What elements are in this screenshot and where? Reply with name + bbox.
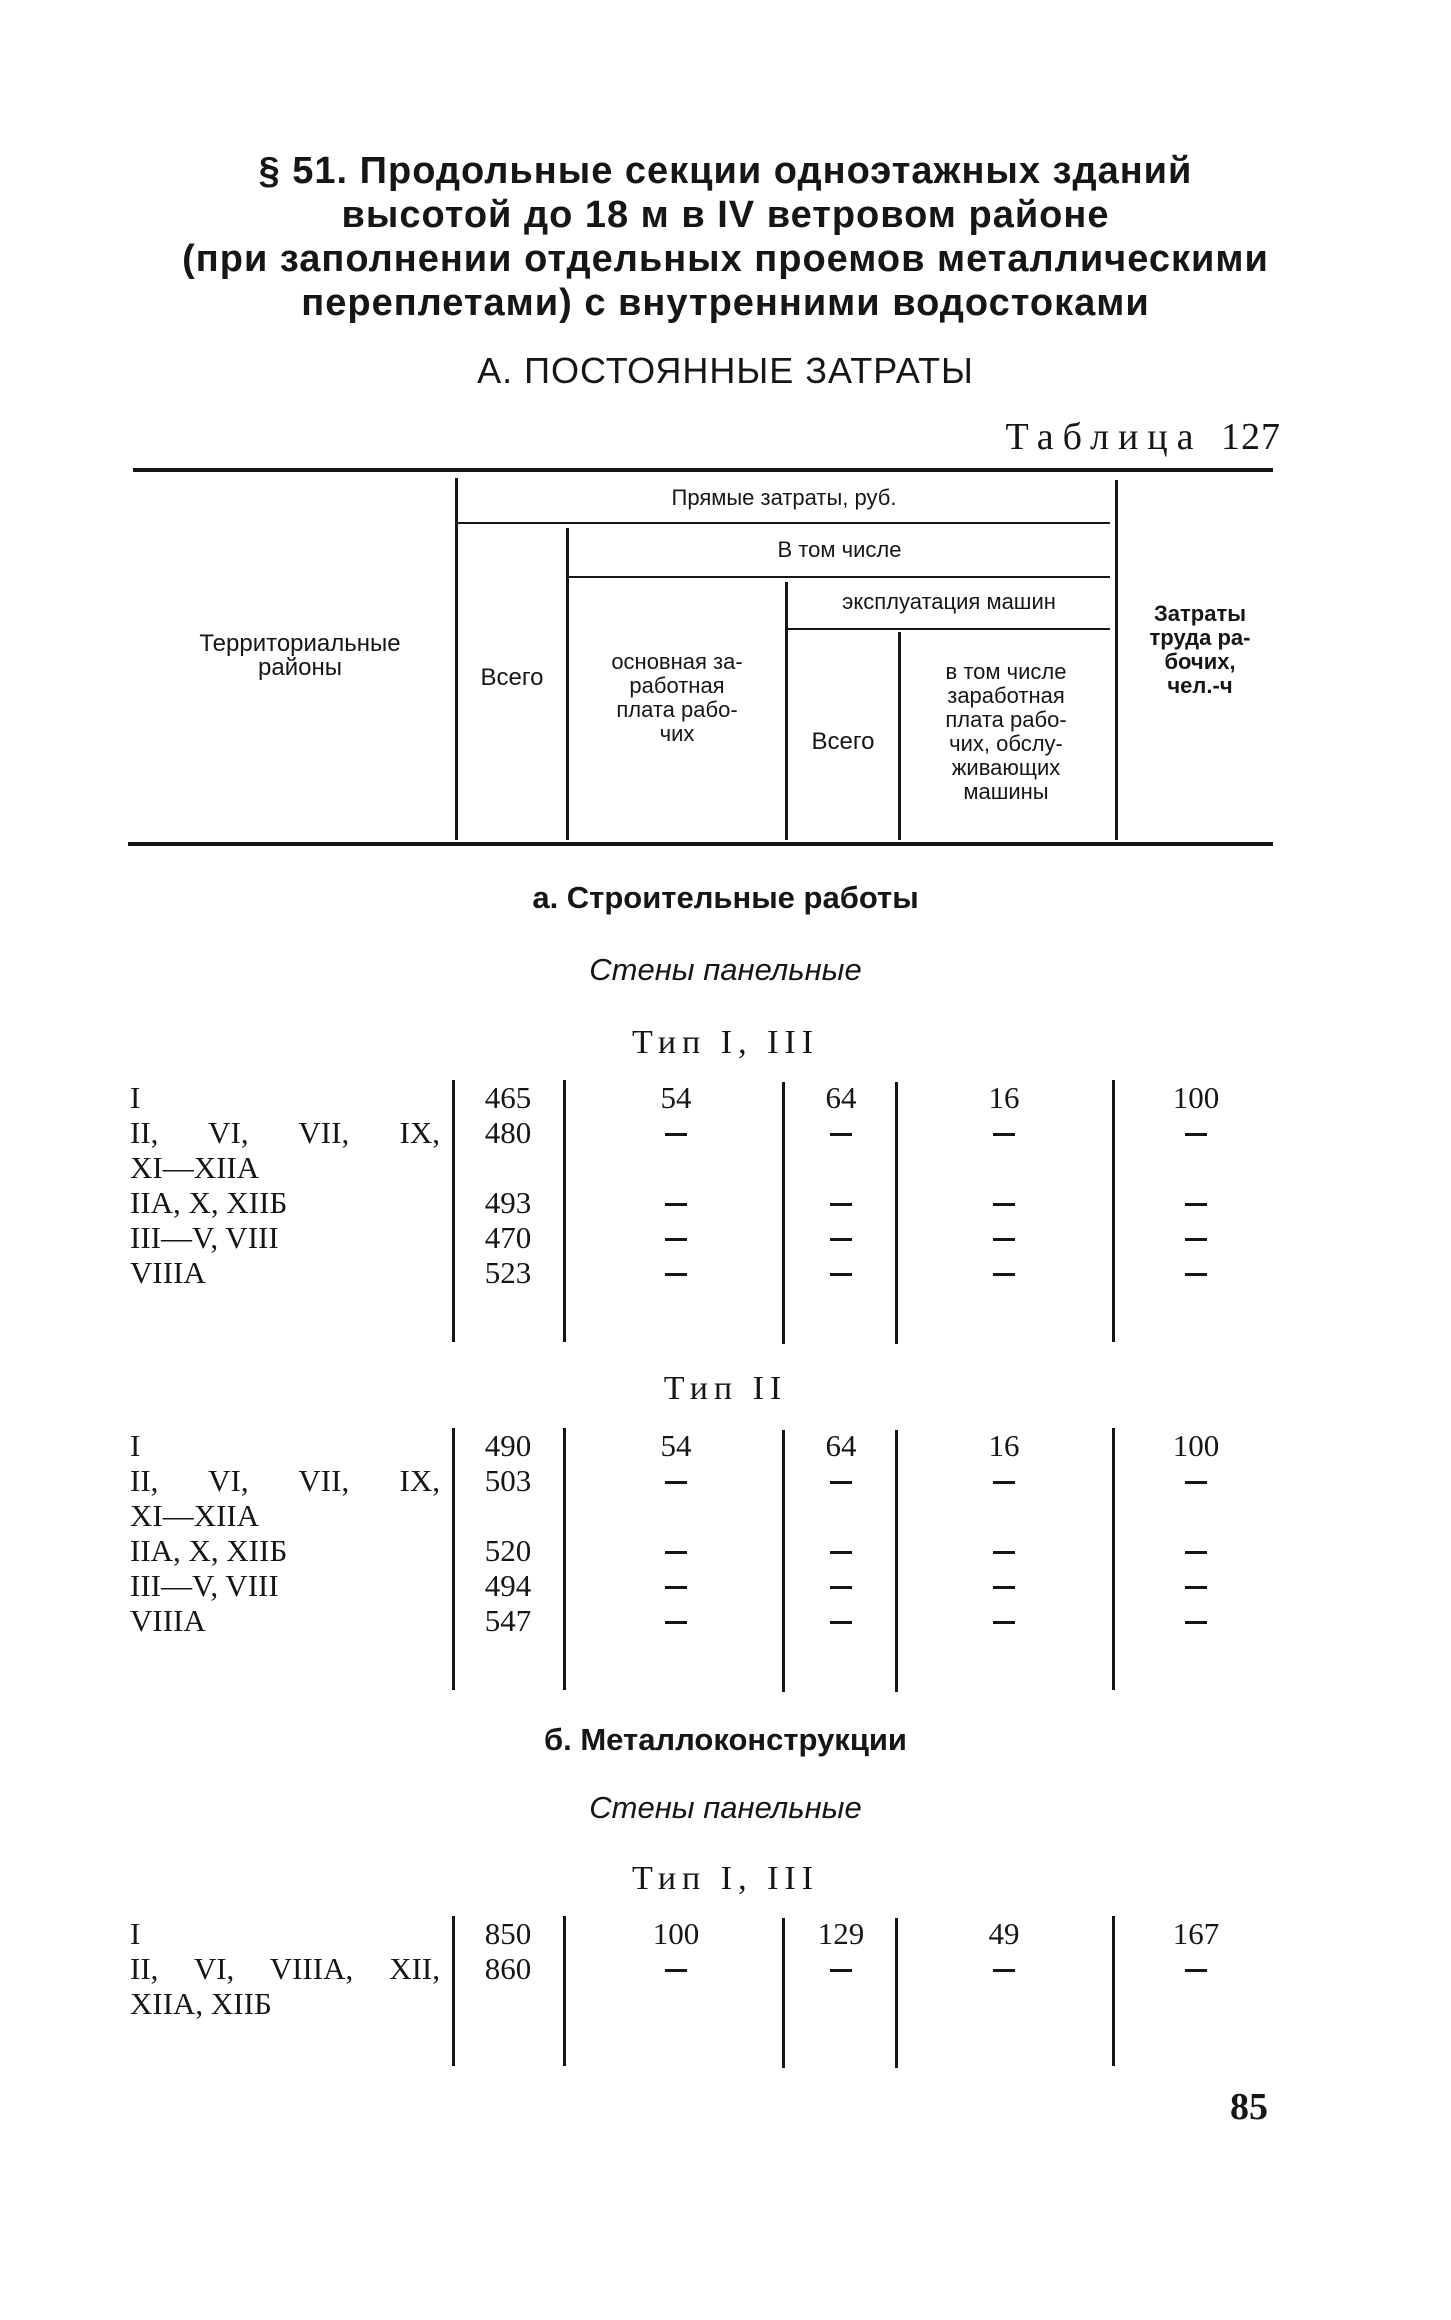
cell-dash — [830, 1133, 852, 1136]
col-machines: эксплуатация машин — [842, 589, 1056, 614]
cell-dash — [1185, 1273, 1207, 1276]
cell-value: 16 — [988, 1428, 1020, 1463]
cell-dash — [993, 1481, 1015, 1484]
cell-dash — [665, 1273, 687, 1276]
col-labor — [1120, 602, 1280, 698]
region-label-line: IIA, X, XIIБ — [130, 1185, 288, 1220]
header-vline-3 — [785, 582, 788, 840]
col-base-wage — [572, 650, 782, 746]
col-machines-wage-line: плата рабо- — [945, 707, 1067, 732]
cell-dash — [993, 1273, 1015, 1276]
col-labor-line: Затраты — [1153, 601, 1247, 626]
region-label-line: III—V, VIII — [130, 1568, 279, 1603]
cell-dash — [665, 1551, 687, 1554]
walls-subtitle-b: Стены панельные — [589, 1790, 862, 1825]
group-vline — [452, 1080, 455, 1342]
col-base-wage-line: работная — [629, 673, 725, 698]
section-title-a: а. Строительные работы — [532, 880, 919, 915]
cell-value: 470 — [484, 1220, 532, 1255]
header-hline-machines — [788, 628, 1110, 630]
col-machines-total: Всего — [811, 728, 875, 755]
col-machines-wage-line: живающих — [951, 755, 1061, 780]
table-number: 127 — [1221, 416, 1281, 458]
cell-value: 49 — [988, 1916, 1020, 1951]
walls-subtitle-a: Стены панельные — [589, 952, 862, 987]
cell-dash — [665, 1133, 687, 1136]
region-label-line: II, VI, VII, IX, — [130, 1463, 440, 1498]
group-vline — [895, 1918, 898, 2068]
cell-dash — [665, 1203, 687, 1206]
col-total: Всего — [480, 664, 544, 691]
region-label — [130, 1533, 440, 1568]
cell-dash — [993, 1203, 1015, 1206]
cell-dash — [1185, 1133, 1207, 1136]
region-label-line: XIIA, XIIБ — [130, 1986, 272, 2021]
header-vline-5 — [1115, 480, 1118, 840]
col-base-wage-line: основная за- — [611, 649, 743, 674]
page-number: 85 — [1230, 2086, 1268, 2128]
group-vline — [563, 1428, 566, 1690]
heading-line-2: высотой до 18 м в IV ветровом районе — [341, 194, 1110, 236]
cell-dash — [1185, 1551, 1207, 1554]
region-label-line: XI—XIIA — [130, 1498, 260, 1533]
col-labor-line: бочих, — [1164, 649, 1236, 674]
col-machines-wage-line: заработная — [947, 683, 1065, 708]
header-hline-direct — [458, 522, 1110, 524]
data-group-1 — [0, 1080, 1451, 1342]
cell-dash — [830, 1203, 852, 1206]
cell-value: 129 — [817, 1916, 865, 1951]
cell-value: 547 — [484, 1603, 532, 1638]
group-vline — [782, 1918, 785, 2068]
cell-value: 100 — [1172, 1080, 1220, 1115]
header-bottom-rule — [128, 842, 1273, 846]
type-title-3: Тип I, III — [631, 1860, 820, 1897]
heading-line-3: (при заполнении отдельных проемов металлическими — [182, 238, 1269, 280]
cell-dash — [830, 1586, 852, 1589]
header-hline-including — [569, 576, 1110, 578]
col-territorial-line: Территориальные — [199, 630, 401, 657]
group-vline — [1112, 1080, 1115, 1342]
region-label-line: VIIIA — [130, 1603, 206, 1638]
data-group-3 — [0, 1916, 1451, 2066]
cell-dash — [665, 1481, 687, 1484]
col-labor-line: труда ра- — [1149, 625, 1251, 650]
data-group-2 — [0, 1428, 1451, 1690]
cell-value: 100 — [1172, 1428, 1220, 1463]
region-label — [130, 1220, 440, 1255]
cell-value: 465 — [484, 1080, 532, 1115]
cell-value: 520 — [484, 1533, 532, 1568]
cell-dash — [665, 1969, 687, 1972]
header-vline-1 — [455, 478, 458, 840]
cell-value: 16 — [988, 1080, 1020, 1115]
region-label-line: I — [130, 1428, 141, 1463]
col-labor-line: чел.-ч — [1167, 673, 1233, 698]
cell-value: 493 — [484, 1185, 532, 1220]
table-caption — [1005, 415, 1281, 459]
header-top-rule — [133, 468, 1273, 472]
cell-value: 490 — [484, 1428, 532, 1463]
region-label — [130, 1463, 440, 1533]
cell-dash — [665, 1238, 687, 1241]
cell-value: 54 — [660, 1428, 692, 1463]
cell-dash — [993, 1238, 1015, 1241]
group-vline — [1112, 1916, 1115, 2066]
table-label: Таблица — [1005, 416, 1203, 458]
region-label-line: VIIIA — [130, 1255, 206, 1290]
cell-dash — [1185, 1586, 1207, 1589]
cell-dash — [830, 1481, 852, 1484]
region-label-line: IIA, X, XIIБ — [130, 1533, 288, 1568]
region-label — [130, 1255, 440, 1290]
col-base-wage-line: плата рабо- — [616, 697, 738, 722]
cell-dash — [993, 1551, 1015, 1554]
cell-value: 54 — [660, 1080, 692, 1115]
cell-value: 523 — [484, 1255, 532, 1290]
col-base-wage-line: чих — [659, 721, 695, 746]
col-machines-wage-line: машины — [963, 779, 1049, 804]
region-label-line: II, VI, VIIIA, XII, — [130, 1951, 440, 1986]
cell-value: 64 — [825, 1428, 857, 1463]
group-vline — [452, 1916, 455, 2066]
cell-dash — [993, 1586, 1015, 1589]
cell-value: 494 — [484, 1568, 532, 1603]
region-label-line: I — [130, 1080, 141, 1115]
region-label — [130, 1428, 440, 1463]
cell-value: 503 — [484, 1463, 532, 1498]
cell-value: 850 — [484, 1916, 532, 1951]
col-machines-wage-line: чих, обслу- — [949, 731, 1063, 756]
cell-dash — [830, 1621, 852, 1624]
group-vline — [895, 1082, 898, 1344]
region-label — [130, 1115, 440, 1185]
region-label — [130, 1568, 440, 1603]
region-label — [130, 1951, 440, 2021]
cell-value: 860 — [484, 1951, 532, 1986]
col-including: В том числе — [777, 537, 902, 562]
col-machines-wage-line: в том числе — [945, 659, 1067, 684]
group-vline — [563, 1080, 566, 1342]
cell-value: 167 — [1172, 1916, 1220, 1951]
section-title-b: б. Металлоконструкции — [543, 1722, 907, 1757]
cell-dash — [830, 1273, 852, 1276]
group-vline — [782, 1430, 785, 1692]
cell-value: 480 — [484, 1115, 532, 1150]
col-territorial-line: районы — [258, 654, 342, 681]
type-title-2: Тип II — [663, 1370, 788, 1407]
type-title-1: Тип I, III — [631, 1024, 820, 1061]
cell-dash — [830, 1551, 852, 1554]
cell-dash — [993, 1621, 1015, 1624]
group-vline — [895, 1430, 898, 1692]
region-label-line: III—V, VIII — [130, 1220, 279, 1255]
group-vline — [1112, 1428, 1115, 1690]
region-label — [130, 1916, 440, 1951]
cell-dash — [993, 1133, 1015, 1136]
cell-dash — [830, 1969, 852, 1972]
cell-dash — [665, 1621, 687, 1624]
cell-dash — [1185, 1969, 1207, 1972]
cell-value: 64 — [825, 1080, 857, 1115]
group-vline — [563, 1916, 566, 2066]
region-label — [130, 1080, 440, 1115]
header-vline-2 — [566, 528, 569, 840]
group-vline — [452, 1428, 455, 1690]
cell-dash — [1185, 1481, 1207, 1484]
cell-dash — [1185, 1238, 1207, 1241]
cell-dash — [993, 1969, 1015, 1972]
col-territorial — [160, 632, 440, 680]
heading-line-4: переплетами) с внутренними водостоками — [301, 282, 1150, 324]
region-label — [130, 1603, 440, 1638]
group-vline — [782, 1082, 785, 1344]
col-machines-wage — [901, 660, 1111, 804]
cell-dash — [665, 1586, 687, 1589]
heading-line-1: § 51. Продольные секции одноэтажных зданий — [258, 150, 1193, 192]
cell-dash — [1185, 1203, 1207, 1206]
cell-dash — [830, 1238, 852, 1241]
cell-dash — [1185, 1621, 1207, 1624]
cell-value: 100 — [652, 1916, 700, 1951]
region-label-line: XI—XIIA — [130, 1150, 260, 1185]
region-label-line: II, VI, VII, IX, — [130, 1115, 440, 1150]
subheading: А. ПОСТОЯННЫЕ ЗАТРАТЫ — [477, 350, 974, 391]
region-label-line: I — [130, 1916, 141, 1951]
col-direct-costs: Прямые затраты, руб. — [671, 485, 897, 510]
region-label — [130, 1185, 440, 1220]
